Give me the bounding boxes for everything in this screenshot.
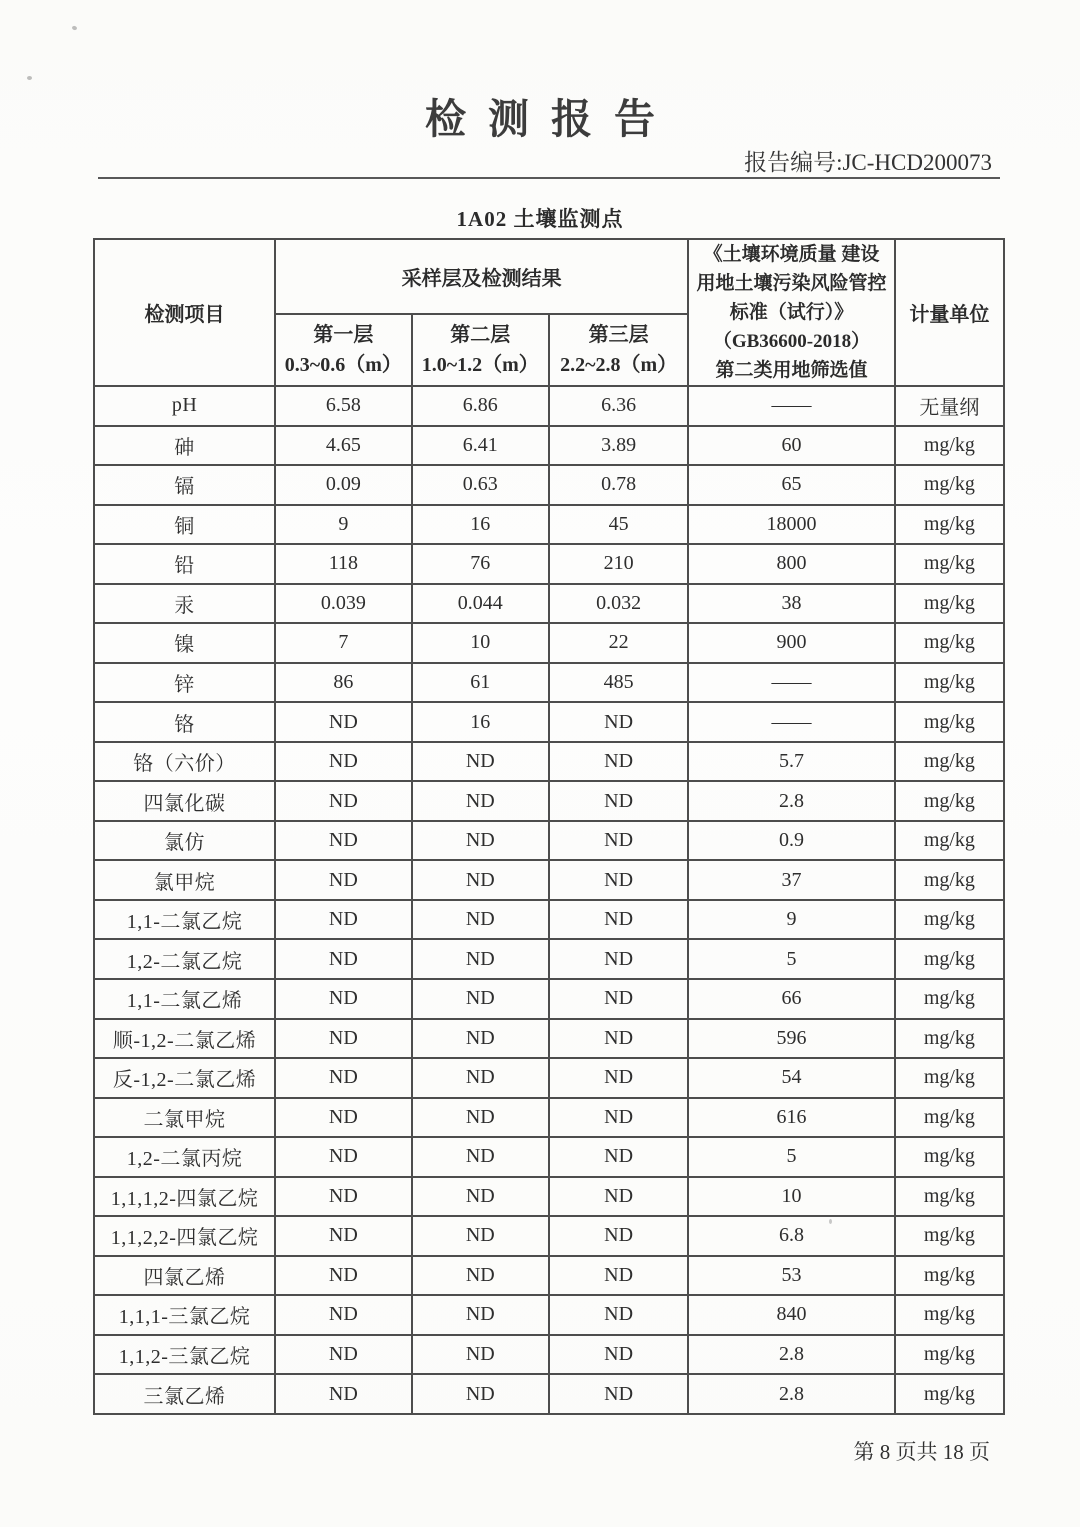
cell-std: 5 bbox=[688, 939, 895, 979]
cell-l2: ND bbox=[412, 781, 549, 821]
table-row bbox=[94, 465, 1004, 505]
cell-l3: ND bbox=[549, 1019, 688, 1059]
cell-l2: ND bbox=[412, 1098, 549, 1138]
cell-l2: ND bbox=[412, 1019, 549, 1059]
scan-speck bbox=[27, 76, 32, 80]
cell-l3: 0.78 bbox=[549, 465, 688, 505]
cell-unit: mg/kg bbox=[895, 465, 1004, 505]
cell-std: 5 bbox=[688, 1137, 895, 1177]
cell-std: 0.9 bbox=[688, 821, 895, 861]
cell-l3: ND bbox=[549, 1177, 688, 1217]
cell-item: pH bbox=[94, 386, 275, 426]
cell-l2: 61 bbox=[412, 663, 549, 703]
cell-l1: ND bbox=[275, 1374, 412, 1414]
cell-l2: ND bbox=[412, 1177, 549, 1217]
table-row bbox=[94, 939, 1004, 979]
cell-l1: ND bbox=[275, 781, 412, 821]
cell-std: 38 bbox=[688, 584, 895, 624]
cell-std: 53 bbox=[688, 1256, 895, 1296]
cell-std: 2.8 bbox=[688, 781, 895, 821]
cell-std: —— bbox=[688, 663, 895, 703]
cell-unit: mg/kg bbox=[895, 1335, 1004, 1375]
page-title: 检测报告 bbox=[425, 96, 677, 142]
cell-unit: mg/kg bbox=[895, 1177, 1004, 1217]
table-row bbox=[94, 1335, 1004, 1375]
cell-l3: ND bbox=[549, 939, 688, 979]
layer-name: 第三层 bbox=[588, 324, 649, 346]
cell-l2: ND bbox=[412, 1374, 549, 1414]
cell-l2: ND bbox=[412, 979, 549, 1019]
cell-unit: mg/kg bbox=[895, 742, 1004, 782]
table-caption: 1A02 土壤监测点 bbox=[456, 207, 624, 231]
cell-l2: 0.044 bbox=[412, 584, 549, 624]
table-row bbox=[94, 1058, 1004, 1098]
cell-l2: 0.63 bbox=[412, 465, 549, 505]
cell-item: 1,1,1,2-四氯乙烷 bbox=[94, 1177, 275, 1217]
cell-l2: ND bbox=[412, 742, 549, 782]
cell-unit: mg/kg bbox=[895, 1098, 1004, 1138]
table-row bbox=[94, 584, 1004, 624]
cell-l3: ND bbox=[549, 860, 688, 900]
layer-depth: 1.0~1.2（m） bbox=[421, 354, 539, 376]
cell-l3: ND bbox=[549, 1256, 688, 1296]
column-header-item: 检测项目 bbox=[94, 239, 275, 386]
cell-l3: 22 bbox=[549, 623, 688, 663]
cell-l2: 76 bbox=[412, 544, 549, 584]
cell-item: 顺-1,2-二氯乙烯 bbox=[94, 1019, 275, 1059]
page-number: 第 8 页共 18 页 bbox=[853, 1440, 990, 1464]
cell-l2: 16 bbox=[412, 505, 549, 545]
cell-unit: mg/kg bbox=[895, 544, 1004, 584]
cell-l3: ND bbox=[549, 1295, 688, 1335]
cell-l2: 6.86 bbox=[412, 386, 549, 426]
cell-l3: 0.032 bbox=[549, 584, 688, 624]
cell-std: —— bbox=[688, 386, 895, 426]
cell-std: 596 bbox=[688, 1019, 895, 1059]
cell-item: 锌 bbox=[94, 663, 275, 703]
column-header-standard bbox=[688, 239, 895, 386]
soil-results-table bbox=[93, 238, 1005, 1415]
cell-std: 2.8 bbox=[688, 1335, 895, 1375]
table-row bbox=[94, 1295, 1004, 1335]
cell-item: 1,1-二氯乙烯 bbox=[94, 979, 275, 1019]
cell-l2: 16 bbox=[412, 702, 549, 742]
cell-item: 铬 bbox=[94, 702, 275, 742]
cell-std: 9 bbox=[688, 900, 895, 940]
layer-name: 第一层 bbox=[313, 324, 374, 346]
standard-line: （GB36600-2018） bbox=[712, 331, 871, 352]
cell-unit: mg/kg bbox=[895, 1058, 1004, 1098]
cell-l2: ND bbox=[412, 1256, 549, 1296]
cell-l3: 3.89 bbox=[549, 426, 688, 466]
table-row bbox=[94, 1256, 1004, 1296]
cell-l1: 0.09 bbox=[275, 465, 412, 505]
cell-l3: ND bbox=[549, 821, 688, 861]
table-row bbox=[94, 663, 1004, 703]
cell-l3: ND bbox=[549, 1216, 688, 1256]
cell-unit: mg/kg bbox=[895, 426, 1004, 466]
cell-l3: ND bbox=[549, 1137, 688, 1177]
standard-line: 《土壤环境质量 建设 bbox=[703, 244, 880, 265]
cell-unit: mg/kg bbox=[895, 1019, 1004, 1059]
cell-std: 800 bbox=[688, 544, 895, 584]
table-row bbox=[94, 1098, 1004, 1138]
cell-l1: 6.58 bbox=[275, 386, 412, 426]
cell-l3: 6.36 bbox=[549, 386, 688, 426]
cell-l2: 10 bbox=[412, 623, 549, 663]
cell-l1: ND bbox=[275, 742, 412, 782]
table-row bbox=[94, 426, 1004, 466]
cell-l1: ND bbox=[275, 1019, 412, 1059]
cell-l1: ND bbox=[275, 1098, 412, 1138]
cell-unit: mg/kg bbox=[895, 1216, 1004, 1256]
cell-l2: ND bbox=[412, 939, 549, 979]
column-header-sampling-group: 采样层及检测结果 bbox=[275, 239, 688, 314]
cell-item: 氯仿 bbox=[94, 821, 275, 861]
cell-item: 铅 bbox=[94, 544, 275, 584]
cell-unit: mg/kg bbox=[895, 979, 1004, 1019]
cell-std: 65 bbox=[688, 465, 895, 505]
cell-unit: mg/kg bbox=[895, 939, 1004, 979]
cell-item: 氯甲烷 bbox=[94, 860, 275, 900]
layer-depth: 2.2~2.8（m） bbox=[560, 354, 678, 376]
table-row bbox=[94, 860, 1004, 900]
cell-unit: mg/kg bbox=[895, 663, 1004, 703]
cell-item: 1,2-二氯丙烷 bbox=[94, 1137, 275, 1177]
cell-item: 反-1,2-二氯乙烯 bbox=[94, 1058, 275, 1098]
cell-l1: ND bbox=[275, 860, 412, 900]
cell-std: 60 bbox=[688, 426, 895, 466]
cell-std: 6.8 bbox=[688, 1216, 895, 1256]
cell-unit: mg/kg bbox=[895, 505, 1004, 545]
cell-unit: mg/kg bbox=[895, 1374, 1004, 1414]
layer-depth: 0.3~0.6（m） bbox=[284, 354, 402, 376]
cell-l2: ND bbox=[412, 860, 549, 900]
cell-l2: ND bbox=[412, 1295, 549, 1335]
table-row bbox=[94, 1137, 1004, 1177]
cell-l1: 0.039 bbox=[275, 584, 412, 624]
table-row bbox=[94, 544, 1004, 584]
table-row bbox=[94, 1177, 1004, 1217]
cell-l3: 45 bbox=[549, 505, 688, 545]
cell-l3: ND bbox=[549, 900, 688, 940]
cell-l3: ND bbox=[549, 1374, 688, 1414]
cell-unit: mg/kg bbox=[895, 900, 1004, 940]
cell-l1: ND bbox=[275, 979, 412, 1019]
table-row bbox=[94, 979, 1004, 1019]
table-row bbox=[94, 1019, 1004, 1059]
column-header-layer-3 bbox=[549, 314, 688, 386]
cell-item: 1,1-二氯乙烷 bbox=[94, 900, 275, 940]
cell-unit: mg/kg bbox=[895, 860, 1004, 900]
cell-item: 铜 bbox=[94, 505, 275, 545]
table-row bbox=[94, 702, 1004, 742]
cell-item: 四氯乙烯 bbox=[94, 1256, 275, 1296]
cell-std: 54 bbox=[688, 1058, 895, 1098]
cell-std: —— bbox=[688, 702, 895, 742]
cell-l2: ND bbox=[412, 900, 549, 940]
standard-line: 第二类用地筛选值 bbox=[715, 360, 868, 381]
cell-unit: mg/kg bbox=[895, 584, 1004, 624]
cell-l3: ND bbox=[549, 781, 688, 821]
cell-std: 840 bbox=[688, 1295, 895, 1335]
cell-item: 1,1,2,2-四氯乙烷 bbox=[94, 1216, 275, 1256]
table-row bbox=[94, 781, 1004, 821]
table-row bbox=[94, 623, 1004, 663]
cell-l3: ND bbox=[549, 702, 688, 742]
cell-l1: ND bbox=[275, 702, 412, 742]
cell-item: 四氯化碳 bbox=[94, 781, 275, 821]
table-row bbox=[94, 742, 1004, 782]
cell-std: 2.8 bbox=[688, 1374, 895, 1414]
cell-l1: ND bbox=[275, 1137, 412, 1177]
cell-unit: mg/kg bbox=[895, 623, 1004, 663]
cell-l3: 485 bbox=[549, 663, 688, 703]
cell-item: 1,2-二氯乙烷 bbox=[94, 939, 275, 979]
cell-l1: 118 bbox=[275, 544, 412, 584]
column-header-unit: 计量单位 bbox=[895, 239, 1004, 386]
column-header-layer-1 bbox=[275, 314, 412, 386]
table-row bbox=[94, 1374, 1004, 1414]
cell-l3: ND bbox=[549, 979, 688, 1019]
cell-l1: ND bbox=[275, 1256, 412, 1296]
cell-l1: ND bbox=[275, 1295, 412, 1335]
table-row bbox=[94, 1216, 1004, 1256]
table-row bbox=[94, 900, 1004, 940]
cell-unit: mg/kg bbox=[895, 1295, 1004, 1335]
cell-std: 5.7 bbox=[688, 742, 895, 782]
cell-l1: ND bbox=[275, 1177, 412, 1217]
cell-l2: 6.41 bbox=[412, 426, 549, 466]
cell-l2: ND bbox=[412, 1058, 549, 1098]
cell-l2: ND bbox=[412, 1335, 549, 1375]
cell-l2: ND bbox=[412, 1216, 549, 1256]
cell-item: 铬（六价） bbox=[94, 742, 275, 782]
cell-l1: ND bbox=[275, 900, 412, 940]
table-body bbox=[94, 386, 1004, 1414]
cell-unit: mg/kg bbox=[895, 702, 1004, 742]
cell-l1: 7 bbox=[275, 623, 412, 663]
cell-item: 1,1,1-三氯乙烷 bbox=[94, 1295, 275, 1335]
cell-std: 37 bbox=[688, 860, 895, 900]
standard-line: 用地土壤污染风险管控 bbox=[696, 273, 887, 294]
cell-l3: ND bbox=[549, 1098, 688, 1138]
cell-unit: mg/kg bbox=[895, 1137, 1004, 1177]
table-row bbox=[94, 505, 1004, 545]
cell-l3: ND bbox=[549, 1058, 688, 1098]
cell-item: 镉 bbox=[94, 465, 275, 505]
cell-unit: 无量纲 bbox=[895, 386, 1004, 426]
cell-l2: ND bbox=[412, 821, 549, 861]
column-header-layer-2 bbox=[412, 314, 549, 386]
scan-speck bbox=[71, 25, 77, 30]
cell-l2: ND bbox=[412, 1137, 549, 1177]
cell-l1: ND bbox=[275, 939, 412, 979]
cell-l1: 86 bbox=[275, 663, 412, 703]
table-header bbox=[94, 239, 1004, 386]
cell-l1: ND bbox=[275, 1058, 412, 1098]
cell-item: 镍 bbox=[94, 623, 275, 663]
cell-item: 砷 bbox=[94, 426, 275, 466]
cell-std: 900 bbox=[688, 623, 895, 663]
cell-l1: 9 bbox=[275, 505, 412, 545]
cell-l1: ND bbox=[275, 821, 412, 861]
cell-l3: ND bbox=[549, 1335, 688, 1375]
layer-name: 第二层 bbox=[450, 324, 511, 346]
report-number: 报告编号:JC-HCD200073 bbox=[744, 150, 992, 175]
standard-line: 标准（试行）》 bbox=[729, 302, 854, 323]
cell-l1: 4.65 bbox=[275, 426, 412, 466]
cell-l1: ND bbox=[275, 1335, 412, 1375]
table-row bbox=[94, 386, 1004, 426]
cell-item: 1,1,2-三氯乙烷 bbox=[94, 1335, 275, 1375]
cell-l3: 210 bbox=[549, 544, 688, 584]
table-row bbox=[94, 821, 1004, 861]
cell-item: 三氯乙烯 bbox=[94, 1374, 275, 1414]
cell-l1: ND bbox=[275, 1216, 412, 1256]
cell-unit: mg/kg bbox=[895, 781, 1004, 821]
cell-std: 18000 bbox=[688, 505, 895, 545]
cell-unit: mg/kg bbox=[895, 821, 1004, 861]
cell-item: 二氯甲烷 bbox=[94, 1098, 275, 1138]
cell-std: 616 bbox=[688, 1098, 895, 1138]
cell-std: 66 bbox=[688, 979, 895, 1019]
header-divider bbox=[98, 177, 1000, 179]
cell-unit: mg/kg bbox=[895, 1256, 1004, 1296]
cell-std: 10 bbox=[688, 1177, 895, 1217]
cell-item: 汞 bbox=[94, 584, 275, 624]
cell-l3: ND bbox=[549, 742, 688, 782]
